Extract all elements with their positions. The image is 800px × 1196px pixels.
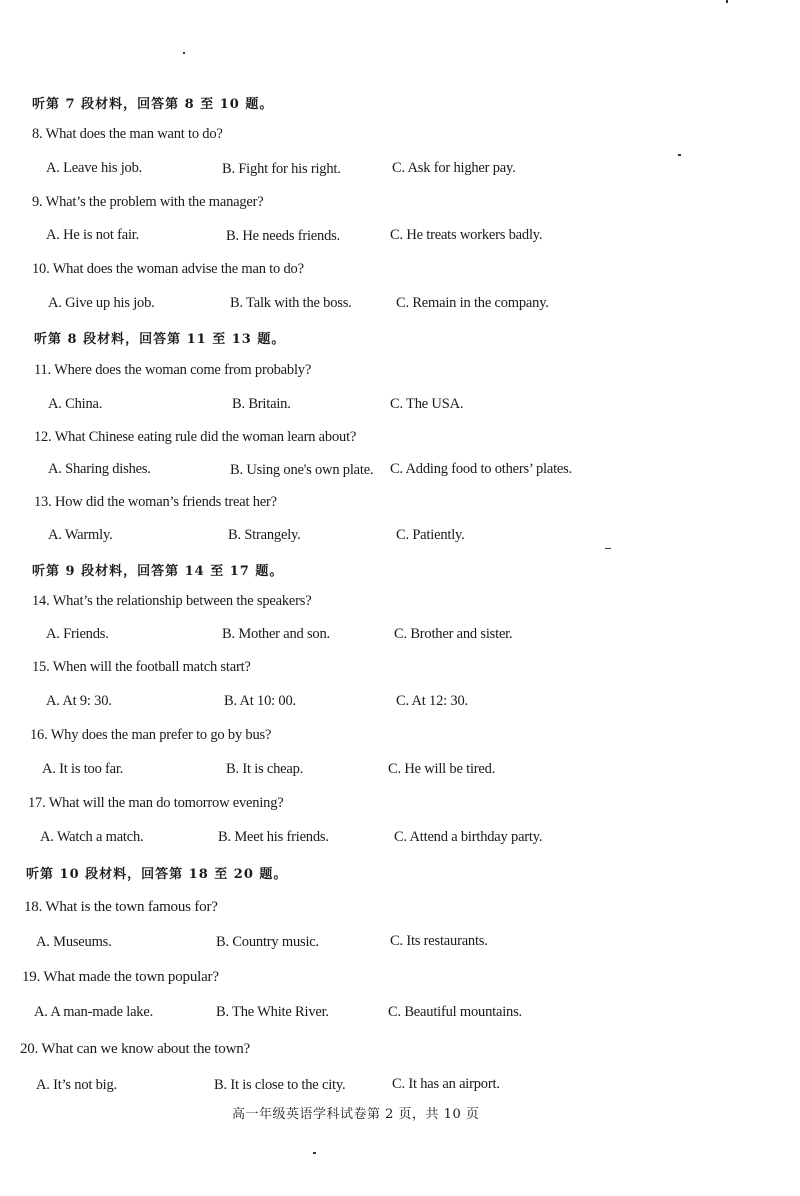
question-16: 16. Why does the man prefer to go by bus? xyxy=(30,727,272,743)
option-12a: A. Sharing dishes. xyxy=(48,461,151,477)
section-heading: 听第 9 段材料，回答第 14 至 17 题。 xyxy=(32,564,284,579)
option-17a: A. Watch a match. xyxy=(40,829,144,845)
option-15a: A. At 9: 30. xyxy=(46,693,112,709)
option-13b: B. Strangely. xyxy=(228,527,301,543)
section-heading: 听第 10 段材料，回答第 18 至 20 题。 xyxy=(26,867,288,882)
option-20b: B. It is close to the city. xyxy=(214,1077,346,1093)
option-10b: B. Talk with the boss. xyxy=(230,295,352,311)
question-18: 18. What is the town famous for? xyxy=(24,899,218,915)
option-18a: A. Museums. xyxy=(36,934,112,950)
option-14c: C. Brother and sister. xyxy=(394,626,513,642)
page-footer: 高一年级英语学科试卷第 2 页，共 10 页 xyxy=(232,1107,480,1122)
scan-speck xyxy=(313,1152,316,1154)
question-9: 9. What’s the problem with the manager? xyxy=(32,194,264,210)
option-8c: C. Ask for higher pay. xyxy=(392,160,516,176)
scan-speck xyxy=(726,0,728,3)
option-16c: C. He will be tired. xyxy=(388,761,496,777)
question-12: 12. What Chinese eating rule did the woman learn about? xyxy=(34,429,357,445)
option-16b: B. It is cheap. xyxy=(226,761,304,777)
question-13: 13. How did the woman’s friends treat her? xyxy=(34,494,277,510)
option-9c: C. He treats workers badly. xyxy=(390,227,543,243)
question-11: 11. Where does the woman come from probably? xyxy=(34,362,312,378)
option-9b: B. He needs friends. xyxy=(226,228,340,244)
option-19a: A. A man-made lake. xyxy=(34,1004,154,1020)
question-14: 14. What’s the relationship between the speakers? xyxy=(32,593,312,609)
section-heading: 听第 7 段材料，回答第 8 至 10 题。 xyxy=(32,97,274,112)
option-14b: B. Mother and son. xyxy=(222,626,330,642)
question-19: 19. What made the town popular? xyxy=(22,969,219,985)
scan-speck xyxy=(605,548,611,549)
section-heading: 听第 8 段材料，回答第 11 至 13 题。 xyxy=(34,332,286,347)
option-13c: C. Patiently. xyxy=(396,527,465,543)
option-9a: A. He is not fair. xyxy=(46,227,140,243)
option-11a: A. China. xyxy=(48,396,103,412)
option-12c: C. Adding food to others’ plates. xyxy=(390,461,573,477)
option-15c: C. At 12: 30. xyxy=(396,693,468,709)
option-14a: A. Friends. xyxy=(46,626,109,642)
option-11b: B. Britain. xyxy=(232,396,291,412)
option-10c: C. Remain in the company. xyxy=(396,295,549,311)
option-11c: C. The USA. xyxy=(390,396,464,412)
scan-speck xyxy=(183,52,185,54)
option-8a: A. Leave his job. xyxy=(46,160,143,176)
question-15: 15. When will the football match start? xyxy=(32,659,251,675)
question-8: 8. What does the man want to do? xyxy=(32,126,223,142)
option-20a: A. It’s not big. xyxy=(36,1077,117,1093)
option-20c: C. It has an airport. xyxy=(392,1076,500,1092)
option-19c: C. Beautiful mountains. xyxy=(388,1004,522,1020)
question-10: 10. What does the woman advise the man to do? xyxy=(32,261,304,277)
option-16a: A. It is too far. xyxy=(42,761,124,777)
option-13a: A. Warmly. xyxy=(48,527,113,543)
option-17b: B. Meet his friends. xyxy=(218,829,329,845)
scan-speck xyxy=(678,154,681,156)
option-10a: A. Give up his job. xyxy=(48,295,155,311)
option-15b: B. At 10: 00. xyxy=(224,693,296,709)
option-8b: B. Fight for his right. xyxy=(222,161,341,177)
option-18c: C. Its restaurants. xyxy=(390,933,488,949)
option-19b: B. The White River. xyxy=(216,1004,329,1020)
option-18b: B. Country music. xyxy=(216,934,319,950)
question-17: 17. What will the man do tomorrow evening? xyxy=(28,795,284,811)
option-17c: C. Attend a birthday party. xyxy=(394,829,543,845)
option-12b: B. Using one's own plate. xyxy=(230,462,374,478)
question-20: 20. What can we know about the town? xyxy=(20,1041,250,1057)
